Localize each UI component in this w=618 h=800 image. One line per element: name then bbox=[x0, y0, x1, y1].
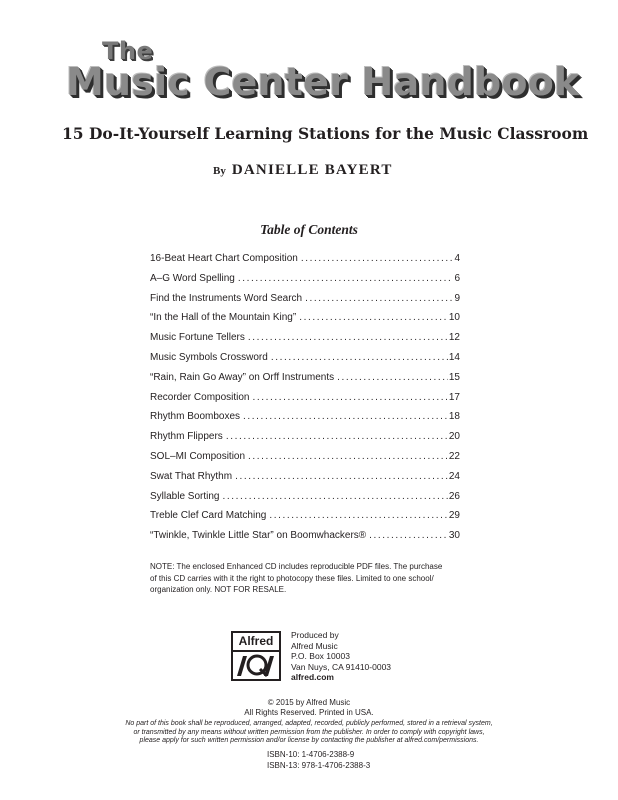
toc-entry-title: Rhythm Boomboxes bbox=[150, 411, 241, 423]
toc-dot-leader bbox=[305, 293, 453, 304]
toc-dot-leader bbox=[301, 253, 454, 264]
toc-entry-title: Treble Clef Card Matching bbox=[150, 510, 267, 522]
toc-entry-page: 24 bbox=[448, 470, 460, 482]
toc-entry-title: A–G Word Spelling bbox=[150, 272, 235, 284]
cd-note-line: of this CD carries with it the right to photocopy these files. Limited to one school/ bbox=[150, 573, 434, 583]
toc-entry-page: 15 bbox=[448, 371, 460, 383]
toc-entry-page: 20 bbox=[448, 431, 460, 443]
toc-entry bbox=[150, 273, 460, 293]
alfred-logo-wordmark: Alfred bbox=[233, 633, 279, 652]
toc-entry-title: 16-Beat Heart Chart Composition bbox=[150, 253, 298, 264]
toc-entry-title: Syllable Sorting bbox=[150, 490, 220, 502]
toc-dot-leader bbox=[226, 431, 448, 442]
author-name: DANIELLE BAYERT bbox=[231, 162, 393, 178]
toc-entry bbox=[150, 253, 460, 273]
toc-entry-page: 10 bbox=[448, 312, 460, 324]
toc-entry bbox=[150, 372, 460, 392]
rights-line: All Rights Reserved. Printed in USA. bbox=[244, 708, 374, 717]
toc-dot-leader bbox=[222, 491, 447, 502]
toc-dot-leader bbox=[269, 510, 448, 521]
isbn-block bbox=[267, 750, 370, 771]
publisher-po-box: P.O. Box 10003 bbox=[291, 651, 350, 661]
book-subtitle: 15 Do-It-Yourself Learning Stations for the Music Classroom bbox=[62, 124, 589, 143]
toc-entry-page: 9 bbox=[454, 292, 460, 304]
cd-note bbox=[150, 561, 468, 596]
toc-dot-leader bbox=[248, 451, 448, 462]
toc-entry-title: “Rain, Rain Go Away” on Orff Instruments bbox=[150, 371, 335, 383]
legal-line: please apply for such written permission and/or license by contacting the publisher at alfred.com/permissions. bbox=[139, 737, 479, 744]
toc-entry-page: 29 bbox=[448, 510, 460, 522]
toc-entry bbox=[150, 411, 460, 431]
toc-entry bbox=[150, 312, 460, 332]
toc-entry bbox=[150, 471, 460, 491]
toc-entry-title: “Twinkle, Twinkle Little Star” on Boomwhackers® bbox=[150, 530, 367, 542]
toc-entry bbox=[150, 332, 460, 352]
publisher-website: alfred.com bbox=[291, 672, 334, 682]
legal-line: or transmitted by any means without written permission from the publisher. In order to comply with copyright laws, bbox=[133, 728, 485, 736]
toc-entry bbox=[150, 491, 460, 511]
toc-entry-title: Rhythm Flippers bbox=[150, 431, 223, 443]
toc-entry bbox=[150, 352, 460, 372]
toc-entry-title: Recorder Composition bbox=[150, 391, 250, 403]
isbn-13: ISBN-13: 978-1-4706-2388-3 bbox=[267, 760, 371, 770]
legal-line: No part of this book shall be reproduced, arranged, adapted, recorded, publicly performed, stored in a retrieval system, bbox=[125, 720, 493, 727]
toc-dot-leader bbox=[253, 392, 448, 403]
publisher-address bbox=[291, 630, 391, 683]
toc-dot-leader bbox=[337, 372, 448, 383]
toc-entry-page: 30 bbox=[448, 530, 460, 542]
author-prefix: By bbox=[213, 165, 226, 177]
toc-entry-page: 26 bbox=[448, 490, 460, 502]
cd-note-line: NOTE: The enclosed Enhanced CD includes reproducible PDF files. The purchase bbox=[150, 562, 443, 571]
publisher-produced-by: Produced by bbox=[291, 630, 339, 640]
book-title: Music Center Handbook bbox=[66, 60, 580, 104]
toc-list bbox=[150, 253, 460, 550]
toc-entry-page: 22 bbox=[448, 450, 460, 462]
legal-notice bbox=[80, 720, 538, 746]
toc-entry-title: “In the Hall of the Mountain King” bbox=[150, 312, 297, 324]
publisher-name: Alfred Music bbox=[291, 640, 338, 651]
toc-dot-leader bbox=[235, 471, 448, 482]
title-prefix: The bbox=[102, 37, 154, 65]
copyright-line: © 2015 by Alfred Music bbox=[267, 698, 351, 707]
toc-entry-page: 12 bbox=[448, 332, 460, 344]
copyright-block bbox=[0, 698, 618, 718]
toc-dot-leader bbox=[248, 332, 448, 343]
toc-dot-leader bbox=[299, 312, 448, 323]
toc-dot-leader bbox=[369, 530, 448, 541]
toc-dot-leader bbox=[243, 411, 448, 422]
toc-entry bbox=[150, 431, 460, 451]
toc-entry-page: 14 bbox=[448, 351, 460, 363]
toc-entry-title: Swat That Rhythm bbox=[150, 470, 233, 482]
toc-entry bbox=[150, 293, 460, 313]
toc-entry bbox=[150, 392, 460, 412]
author-line bbox=[213, 162, 393, 179]
toc-dot-leader bbox=[271, 352, 448, 363]
toc-entry-title: Music Fortune Tellers bbox=[150, 332, 245, 344]
toc-entry bbox=[150, 451, 460, 471]
toc-heading: Table of Contents bbox=[260, 222, 358, 237]
toc-dot-leader bbox=[238, 273, 454, 284]
toc-entry-page: 17 bbox=[448, 391, 460, 403]
toc-entry-page: 6 bbox=[454, 272, 460, 284]
toc-entry-page: 18 bbox=[448, 411, 460, 423]
cd-note-line: organization only. NOT FOR RESALE. bbox=[150, 585, 287, 594]
toc-entry-page: 4 bbox=[454, 253, 460, 264]
alfred-music-logo-icon bbox=[233, 652, 278, 678]
isbn-10: ISBN-10: 1-4706-2388-9 bbox=[267, 750, 355, 759]
toc-entry bbox=[150, 530, 460, 550]
alfred-logo bbox=[231, 631, 281, 681]
toc-entry-title: Music Symbols Crossword bbox=[150, 351, 268, 363]
publisher-city: Van Nuys, CA 91410-0003 bbox=[291, 661, 392, 672]
toc-entry bbox=[150, 510, 460, 530]
toc-entry-title: SOL–MI Composition bbox=[150, 450, 246, 462]
toc-entry-title: Find the Instruments Word Search bbox=[150, 292, 303, 304]
